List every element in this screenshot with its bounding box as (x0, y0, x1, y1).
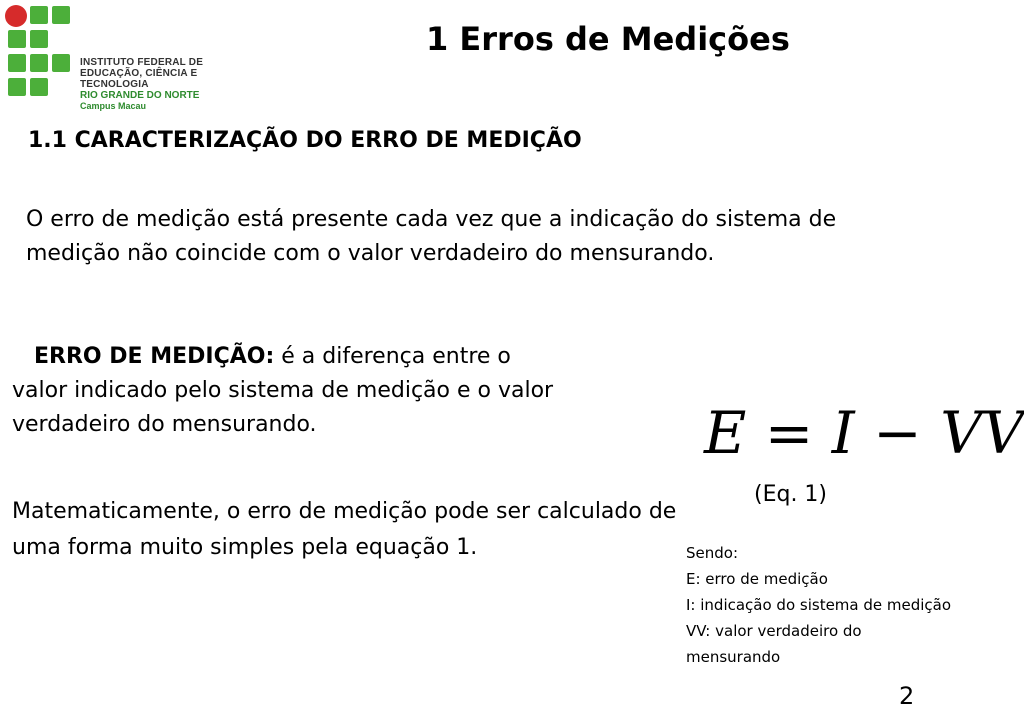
logo-text (80, 57, 264, 112)
math-paragraph: Matematicamente, o erro de medição pode ser calculado de uma forma muito simples pela equação 1. (12, 499, 677, 560)
logo-line-4: Campus Macau (80, 101, 147, 111)
equation-legend (686, 540, 956, 670)
section-heading: 1.1 CARACTERIZAÇÃO DO ERRO DE MEDIÇÃO (28, 128, 582, 153)
intro-paragraph: O erro de medição está presente cada vez que a indicação do sistema de medição não coincide com o valor verdadeiro do mensurando. (26, 207, 837, 266)
legend-heading: Sendo: (686, 544, 739, 562)
definition-text-2: valor indicado pelo sistema de medição e o valor verdadeiro do mensurando. (12, 378, 554, 437)
logo-grid-icon (4, 4, 76, 108)
page-number: 2 (899, 682, 915, 710)
slide-title: 1 Erros de Medições (426, 20, 790, 58)
logo-line-2: EDUCAÇÃO, CIÊNCIA E TECNOLOGIA (80, 68, 198, 90)
legend-item: I: indicação do sistema de medição (686, 596, 952, 614)
legend-item: E: erro de medição (686, 570, 828, 588)
equation-label: (Eq. 1) (754, 482, 828, 507)
legend-item: VV: valor verdadeiro do mensurando (686, 622, 862, 666)
institute-logo (4, 4, 264, 114)
definition-paragraph (12, 340, 672, 442)
definition-text-1: é a diferença entre o (274, 344, 511, 369)
definition-term: ERRO DE MEDIÇÃO: (34, 344, 275, 369)
error-equation: E = I − VV (704, 399, 1024, 467)
logo-line-3: RIO GRANDE DO NORTE (80, 90, 200, 101)
logo-line-1: INSTITUTO FEDERAL DE (80, 57, 204, 68)
